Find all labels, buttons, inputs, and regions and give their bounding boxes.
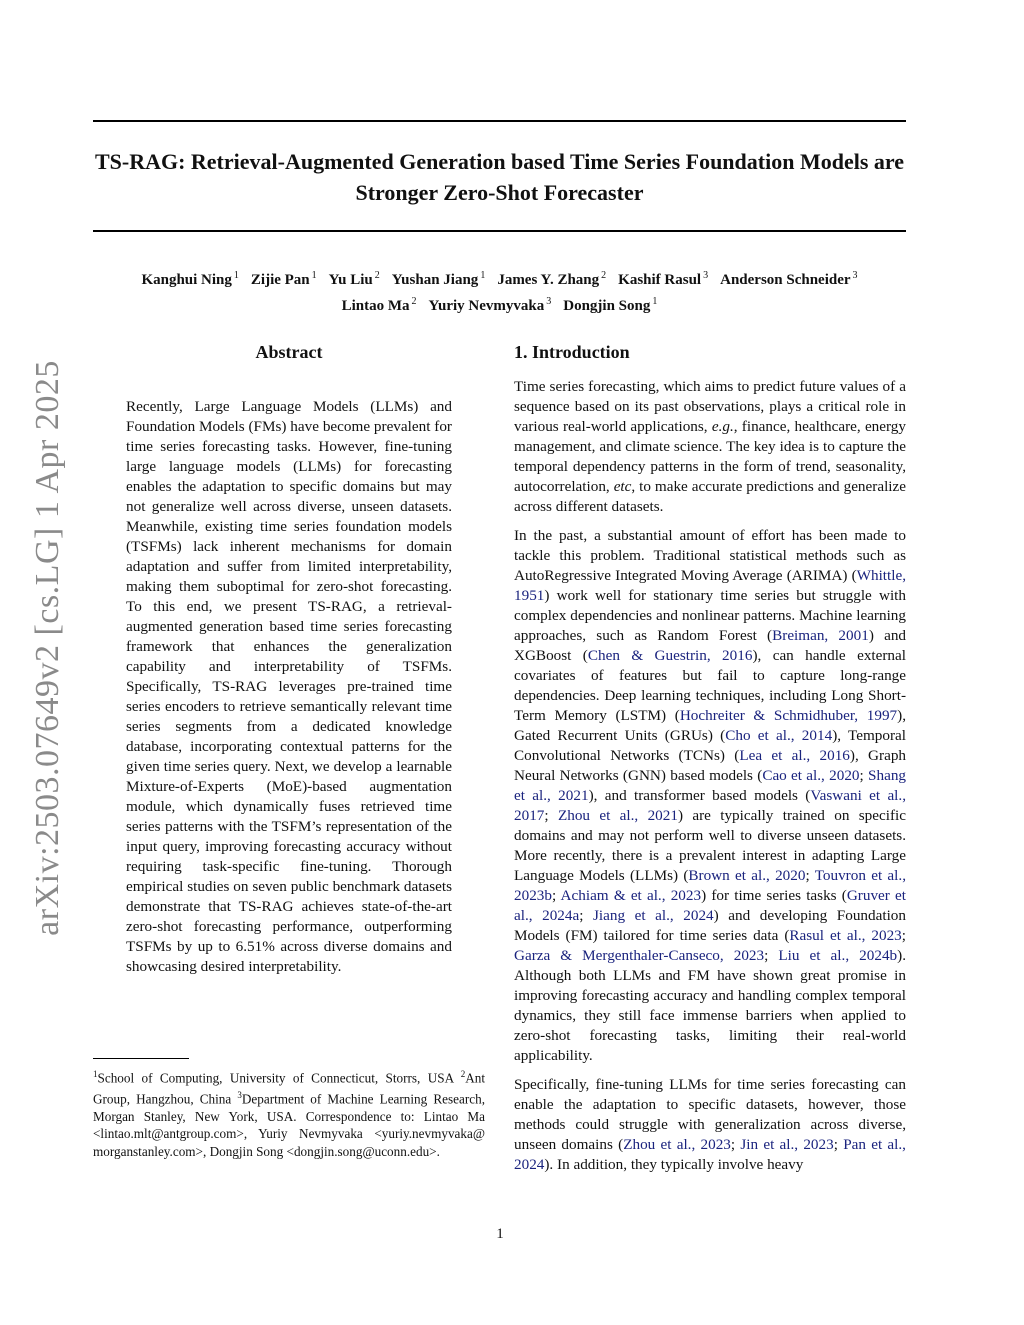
affiliation-marker: 3 [546,296,552,307]
text-run: ) are typically trained on specific domains and may not perform well to diverse unseen datasets. More recently, there is a prevalent interest in adapting Large Language Models (LLMs) ( [514,807,906,884]
citation-link[interactable]: Zhou et al., 2021 [557,807,678,824]
affiliation-marker: 2 [374,270,380,281]
paragraph [514,377,906,517]
citation-link[interactable]: Rasul et al., 2023 [789,927,902,944]
footnote-affiliation: Department of Machine Learning Research, Morgan Stanley, New York, USA. Correspondence to: Lintao Ma <lintao.mlt@antgroup.com>, Yuriy Nevmyvaka <yuriy.nevmyvaka@ morganstanley.com>, Dongjin Song <dongjin.song@uconn.edu>. [93,1091,486,1159]
paragraph [514,1075,906,1175]
text-run: ), Gated Recurrent Units (GRUs) ( [514,707,906,744]
citation-link[interactable]: Pan et al., 2024 [514,1136,906,1173]
author-name: Anderson Schneider [720,272,851,288]
affiliation-marker: 2 [411,296,417,307]
text-run: ) work well for stationary time series but struggle with complex dependencies and nonlinear patterns. Machine learning approaches, such as Random Forest ( [514,587,906,644]
citation-link[interactable]: Jiang et al., 2024 [593,907,714,924]
author-name: Yu Liu [328,272,373,288]
text-run: ; [544,807,558,824]
text-run: ), and transformer based models ( [588,787,811,804]
affiliation-footnote [93,1066,485,1160]
citation-link[interactable]: Jin et al., 2023 [740,1136,834,1153]
author-list [93,265,906,317]
text-run: ; [730,1136,741,1153]
citation-link[interactable]: Brown et al., 2020 [688,867,806,884]
citation-link[interactable]: Achiam & et al., 2023 [560,887,702,904]
affiliation-marker: 1 [233,270,239,281]
text-run: ; [901,927,906,944]
author [563,298,657,314]
author-name: Kanghui Ning [141,272,232,288]
text-run: ; [764,947,779,964]
author [720,272,857,288]
author-name: Yushan Jiang [391,272,479,288]
page-number: 1 [496,1226,504,1242]
citation-link[interactable]: Touvron et al., 2023b [514,867,906,904]
citation-link[interactable]: Hochreiter & Schmidhuber, 1997 [679,707,898,724]
citation-link[interactable]: Cao et al., 2020 [762,767,860,784]
affiliation-marker: 2 [601,270,607,281]
affiliation-marker: 3 [852,270,858,281]
abstract-heading: Abstract [255,342,323,362]
paper-title: TS-RAG: Retrieval-Augmented Generation based Time Series Foundation Models are Stronger Zero-Shot Forecaster [94,149,905,205]
affiliation-marker: 1 [480,270,486,281]
text-run: ), Graph Neural Networks (GNN) based models ( [514,747,907,784]
footnote-marker: 3 [237,1089,242,1100]
text-run: In the past, a substantial amount of effort has been made to tackle this problem. Traditional statistical methods such as AutoRegressive Integrated Moving Average (ARIMA) ( [514,527,906,584]
emphasis-text: etc [613,478,632,495]
citation-link[interactable]: Zhou et al., 2023 [623,1136,731,1153]
text-run: Specifically, fine-tuning LLMs for time series forecasting can enable the adaptation to specific datasets, however, those methods could struggle with generalization across diverse, unseen domains ( [514,1076,906,1153]
citation-link[interactable]: Shang et al., 2021 [514,767,906,804]
text-run: ). Although both LLMs and FM have shown great promise in improving forecasting accuracy and handling complex temporal dynamics, they still face immense barriers when applied to zero-shot forecasting tasks, limiting their real-world applicability. [514,947,906,1064]
citation-link[interactable]: Lea et al., 2016 [739,747,850,764]
author [342,298,417,314]
arxiv-identifier: arXiv:2503.07649v2 [cs.LG] 1 Apr 2025 [29,360,66,936]
introduction-body [514,377,906,1184]
citation-link[interactable]: Chen & Guestrin, 2016 [587,647,753,664]
footnote-marker: 1 [93,1069,98,1079]
author-name: Yuriy Nevmyvaka [428,298,545,314]
affiliation-marker: 1 [652,296,658,307]
text-run: Time series forecasting, which aims to predict future values of a sequence based on its past observations, plays a critical role in various real-world applications, [514,378,906,435]
footnote-affiliation: School of Computing, University of Connecticut, Storrs, USA [97,1070,461,1086]
citation-link[interactable]: Garza & Mergenthaler-Canseco, 2023 [514,947,765,964]
author [251,272,317,288]
introduction-heading: 1. Introduction [514,342,630,362]
citation-link[interactable]: Vaswani et al., 2017 [514,787,906,824]
text-run: ; [551,887,561,904]
author-name: Kashif Rasul [618,272,702,288]
text-run: , finance, healthcare, energy management, and climate science. The key idea is to capture the temporal dependency patterns in the form of trend, seasonality, autocorrelation, [514,418,906,495]
text-run: ; [805,867,815,884]
text-run: ; [833,1136,844,1153]
affiliation-marker: 3 [703,270,709,281]
footnote-affiliation: Ant Group, Hangzhou, China [93,1070,485,1107]
author-name: Dongjin Song [563,298,651,314]
citation-link[interactable]: Gruver et al., 2024a [514,887,906,924]
footnote-marker: 2 [460,1069,466,1079]
text-run: ) and XGBoost ( [514,627,907,664]
author [329,272,380,288]
citation-link[interactable]: Whittle, 1951 [514,567,906,604]
author [392,272,486,288]
affiliation-marker: 1 [311,270,317,281]
author [618,272,708,288]
author-name: Zijie Pan [250,272,310,288]
author-name: James Y. Zhang [497,272,600,288]
footnote-rule [93,1058,189,1059]
text-run: ; [579,907,594,924]
text-run: ) for time series tasks ( [701,887,847,904]
text-run: ) and developing Foundation Models (FM) tailored for time series data ( [514,907,906,944]
text-run: ). In addition, they typically involve heavy [544,1156,804,1173]
abstract-text: Recently, Large Language Models (LLMs) and Foundation Models (FMs) have become prevalent for time series forecasting tasks. However, fine-tuning large language models (LLMs) for forecasting enables the adaptation to specific domains but may not generalize well across diverse, unseen datasets. Meanwhile, existing time series foundation models (TSFMs) lack inherent mechanisms for domain adaptation and suffer from limited interpretability, making them suboptimal for zero-shot forecasting. To this end, we present TS-RAG, a retrieval-augmented generation based time series forecasting framework that enhances the generalization capability and interpretability of TSFMs. Specifically, TS-RAG leverages pre-trained time series encoders to retrieve semantically relevant time series segments from a dedicated knowledge database, incorporating contextual patterns for the given time series query. Next, we develop a learnable Mixture-of-Experts (MoE)-based augmentation module, which dynamically fuses retrieved time series patterns with the TSFM’s representation of the input query, improving forecasting accuracy without requiring task-specific fine-tuning. Thorough empirical studies on seven public benchmark datasets demonstrate that TS-RAG achieves state-of-the-art zero-shot forecasting performance, outperforming TSFMs by up to 6.51% across diverse domains and showcasing desired interpretability. [126,398,452,975]
author [429,298,552,314]
paragraph [514,526,906,1066]
author [141,272,238,288]
title-rule-bottom [93,230,906,232]
citation-link[interactable]: Cho et al., 2014 [725,727,833,744]
author [497,272,606,288]
title-rule-top [93,120,906,122]
author-name: Lintao Ma [341,298,410,314]
text-run: ), Temporal Convolutional Networks (TCNs) ( [514,727,906,764]
emphasis-text: e.g. [711,418,734,435]
text-run: , to make accurate predictions and generalize across different datasets. [514,478,906,515]
text-run: ; [859,767,869,784]
text-run: ), can handle external covariates of features but fail to capture long-range dependencies. Deep learning techniques, including Long Short-Term Memory (LSTM) ( [514,647,906,724]
citation-link[interactable]: Liu et al., 2024b [778,947,898,964]
citation-link[interactable]: Breiman, 2001 [772,627,869,644]
